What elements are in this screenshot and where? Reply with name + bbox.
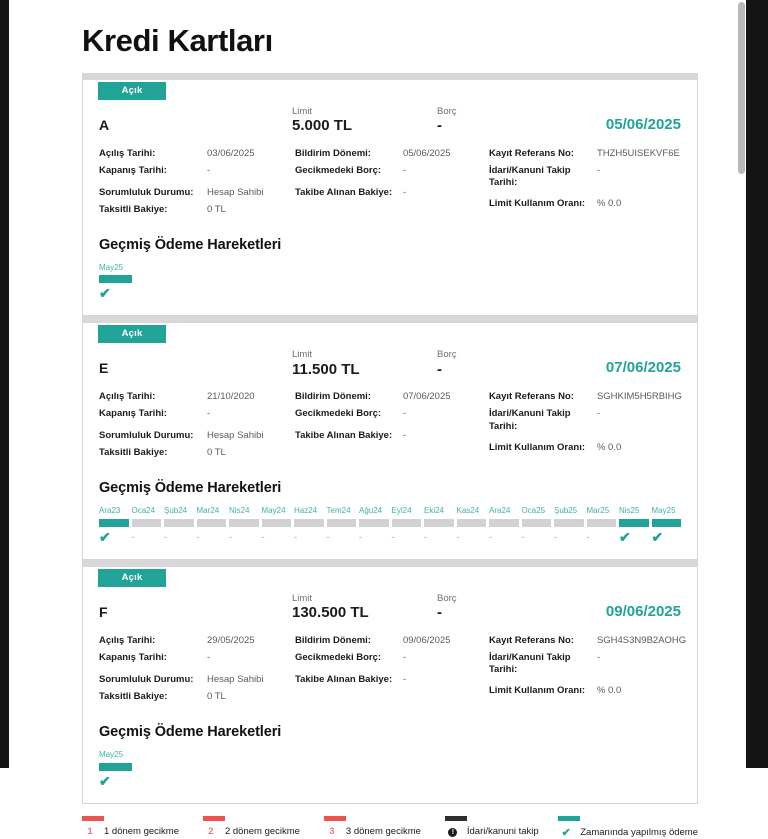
- timeline-mark-icon: -: [326, 531, 330, 542]
- debt-label: Borç: [437, 105, 457, 117]
- timeline-mark-icon: -: [164, 531, 167, 542]
- timeline-cell[interactable]: [359, 506, 389, 545]
- timeline-bar: [99, 519, 129, 527]
- detail-row: [489, 442, 675, 455]
- legend-item: [445, 816, 558, 837]
- detail-row: [489, 685, 675, 698]
- timeline-cell[interactable]: [262, 506, 292, 545]
- detail-key: Takibe Alınan Bakiye:: [294, 673, 393, 685]
- page-scrollbar[interactable]: [737, 0, 746, 768]
- timeline-bar: [197, 519, 227, 527]
- timeline-month-label: Şub25: [554, 506, 578, 516]
- detail-value: -: [207, 408, 211, 420]
- detail-key: Takibe Alınan Bakiye:: [294, 430, 393, 442]
- timeline-bar: [229, 519, 259, 527]
- detail-column-2: [293, 391, 487, 464]
- card-summary: [83, 100, 697, 134]
- detail-value: 05/06/2025: [402, 147, 451, 159]
- legend-swatch: [558, 816, 580, 821]
- detail-key: Kapanış Tarihi:: [99, 408, 167, 420]
- payment-history-timeline: [83, 740, 697, 791]
- detail-row: [488, 147, 680, 161]
- timeline-mark-icon: -: [196, 531, 200, 542]
- card-details: [83, 134, 697, 225]
- legend-glyph: [558, 826, 574, 839]
- detail-value: 0 TL: [207, 690, 226, 702]
- legend-swatch: [203, 816, 225, 821]
- detail-value: -: [207, 651, 211, 663]
- legend-swatch: [82, 816, 104, 821]
- detail-row: [295, 674, 481, 687]
- timeline-bar: [424, 519, 454, 527]
- credit-card[interactable]: [82, 316, 698, 560]
- detail-row: [99, 635, 287, 648]
- payment-history-title: Geçmiş Ödeme Hareketleri: [99, 236, 282, 253]
- timeline-cell[interactable]: [132, 506, 162, 545]
- timeline-cell[interactable]: [587, 506, 617, 545]
- detail-key: Limit Kullanım Oranı:: [488, 685, 585, 697]
- debt-label: Borç: [437, 592, 457, 604]
- card-debt-block: [437, 350, 582, 377]
- timeline-bar: [132, 519, 162, 527]
- detail-row: [295, 165, 481, 178]
- card-limit-block: [292, 350, 437, 377]
- detail-column-3: [487, 148, 681, 221]
- timeline-month-label: May25: [99, 749, 124, 759]
- timeline-cell[interactable]: [619, 506, 649, 545]
- detail-value: -: [402, 651, 407, 663]
- timeline-bar: [489, 519, 519, 527]
- legend-glyph: [324, 826, 340, 837]
- timeline-month-label: Tem24: [326, 506, 351, 516]
- card-details: [83, 377, 697, 468]
- timeline-bar: [522, 519, 552, 527]
- timeline-bar: [164, 519, 194, 527]
- detail-key: Taksitli Bakiye:: [99, 203, 168, 215]
- timeline-mark-icon: -: [359, 531, 362, 542]
- timeline-cell[interactable]: [554, 506, 584, 545]
- detail-column-1: [99, 148, 293, 221]
- timeline-month-label: Eyl24: [391, 506, 412, 516]
- limit-label: Limit: [292, 592, 313, 604]
- timeline-month-label: Eki24: [424, 506, 445, 516]
- detail-value: SGHKIM5H5RBIHG: [596, 391, 682, 403]
- timeline-mark-icon: -: [456, 531, 460, 542]
- timeline-mark-icon: -: [586, 531, 590, 542]
- timeline-mark-icon: -: [294, 531, 297, 542]
- detail-key: Sorumluluk Durumu:: [99, 186, 194, 198]
- limit-value: 130.500 TL: [292, 604, 369, 622]
- legend-glyph-text: ✔: [561, 826, 571, 839]
- detail-value: -: [596, 164, 601, 176]
- card-name: E: [99, 360, 109, 377]
- legend-item: [324, 816, 445, 837]
- timeline-mark-icon: ✔: [99, 285, 111, 302]
- detail-key: Bildirim Dönemi:: [294, 634, 371, 646]
- legend-label: 1 dönem gecikme: [104, 825, 179, 837]
- limit-value: 11.500 TL: [292, 360, 360, 378]
- timeline-mark-icon: ✔: [99, 772, 111, 789]
- detail-value: -: [402, 408, 407, 420]
- timeline-cell[interactable]: [99, 506, 129, 545]
- timeline-mark-icon: -: [554, 531, 557, 542]
- payment-history-title: Geçmiş Ödeme Hareketleri: [99, 480, 282, 497]
- detail-key: Kapanış Tarihi:: [99, 164, 167, 176]
- detail-key: Açılış Tarihi:: [99, 634, 156, 646]
- detail-row: [99, 204, 287, 217]
- card-date: 09/06/2025: [605, 602, 681, 620]
- legend-glyph: [445, 826, 461, 837]
- limit-label: Limit: [292, 105, 313, 117]
- timeline-mark-icon: ✔: [99, 528, 111, 545]
- payment-history-title: Geçmiş Ödeme Hareketleri: [99, 723, 282, 740]
- detail-value: 09/06/2025: [402, 634, 451, 646]
- status-badge: Açık: [98, 325, 166, 343]
- timeline-bar: [652, 519, 682, 527]
- detail-key: İdari/Kanuni Takip Tarihi:: [488, 651, 571, 676]
- detail-value: THZH5UISEKVF6E: [596, 147, 680, 159]
- detail-value: Hesap Sahibi: [207, 430, 264, 442]
- timeline-mark-icon: -: [521, 531, 525, 542]
- detail-key: Taksitli Bakiye:: [99, 447, 168, 459]
- detail-key: Taksitli Bakiye:: [99, 690, 168, 702]
- timeline-month-label: May25: [99, 262, 124, 272]
- detail-row: [295, 391, 481, 404]
- detail-key: Açılış Tarihi:: [99, 147, 156, 159]
- legend-swatch: [445, 816, 467, 821]
- detail-key: Limit Kullanım Oranı:: [488, 441, 585, 453]
- legend-label: Zamanında yapılmış ödeme: [580, 826, 699, 838]
- timeline-cell[interactable]: [197, 506, 227, 545]
- detail-row: [99, 165, 287, 178]
- detail-row: [489, 198, 675, 211]
- card-top-divider: [83, 560, 697, 567]
- detail-value: Hesap Sahibi: [207, 673, 264, 685]
- limit-value: 5.000 TL: [292, 117, 353, 134]
- detail-row: [295, 187, 481, 200]
- detail-value: -: [402, 430, 407, 442]
- timeline-bar: [619, 519, 649, 527]
- card-details: [83, 621, 697, 712]
- legend: [82, 814, 698, 839]
- legend-label: 3 dönem gecikme: [345, 825, 421, 837]
- detail-row: [295, 148, 481, 161]
- timeline-bar: [294, 519, 324, 527]
- timeline-cell[interactable]: [522, 506, 552, 545]
- detail-row: [99, 408, 287, 421]
- timeline-cell[interactable]: [392, 506, 422, 545]
- detail-value: -: [207, 164, 211, 176]
- timeline-cell[interactable]: [229, 506, 259, 545]
- detail-value: -: [596, 651, 601, 663]
- detail-value: 29/05/2025: [207, 634, 255, 646]
- detail-column-2: [293, 635, 487, 708]
- timeline-cell[interactable]: [489, 506, 519, 545]
- detail-key: Gecikmedeki Borç:: [294, 164, 382, 176]
- timeline-bar: [327, 519, 357, 527]
- timeline-month-label: Kas24: [456, 506, 480, 516]
- timeline-bar: [262, 519, 292, 527]
- timeline-bar: [359, 519, 389, 527]
- detail-value: % 0.0: [596, 685, 622, 697]
- timeline-cell[interactable]: [99, 750, 132, 789]
- legal-followup-icon: !: [448, 828, 457, 837]
- timeline-cell[interactable]: [652, 506, 682, 545]
- detail-row: [99, 691, 287, 704]
- detail-column-2: [293, 148, 487, 221]
- timeline-bar: [457, 519, 487, 527]
- detail-row: [489, 652, 675, 676]
- payment-history-timeline: [83, 496, 697, 547]
- card-name: A: [99, 116, 110, 133]
- legend-label: İdari/kanuni takip: [466, 825, 539, 837]
- detail-column-1: [99, 635, 293, 708]
- detail-value: 03/06/2025: [207, 147, 255, 159]
- timeline-cell[interactable]: [457, 506, 487, 545]
- timeline-month-label: May25: [651, 506, 676, 516]
- timeline-mark-icon: ✔: [619, 528, 631, 545]
- detail-row: [295, 652, 481, 665]
- detail-key: Bildirim Dönemi:: [294, 391, 371, 403]
- detail-value: % 0.0: [596, 441, 622, 453]
- detail-column-1: [99, 391, 293, 464]
- detail-value: Hesap Sahibi: [207, 186, 264, 198]
- detail-value: -: [596, 408, 601, 420]
- debt-value: -: [437, 604, 442, 622]
- card-debt-block: [437, 594, 582, 621]
- detail-key: Limit Kullanım Oranı:: [488, 198, 585, 210]
- legend-glyph: [203, 826, 219, 837]
- detail-key: Kayıt Referans No:: [488, 391, 574, 403]
- legend-label: 2 dönem gecikme: [224, 825, 300, 837]
- timeline-cell[interactable]: [327, 506, 357, 545]
- legend-item: [558, 816, 698, 839]
- detail-row: [99, 187, 287, 200]
- timeline-bar: [99, 275, 132, 283]
- timeline-cell[interactable]: [424, 506, 454, 545]
- credit-card-list: [82, 73, 698, 804]
- card-date: 05/06/2025: [605, 115, 681, 133]
- card-limit-block: [292, 594, 437, 621]
- detail-value: 21/10/2020: [207, 391, 255, 403]
- legend-item: [82, 816, 203, 837]
- timeline-bar: [99, 763, 132, 771]
- detail-row: [99, 652, 287, 665]
- card-summary: [83, 343, 697, 377]
- timeline-mark-icon: -: [391, 531, 395, 542]
- detail-key: Bildirim Dönemi:: [294, 147, 371, 159]
- timeline-month-label: Nis25: [619, 506, 640, 516]
- credit-card[interactable]: [82, 73, 698, 317]
- card-debt-block: [437, 107, 582, 134]
- timeline-bar: [392, 519, 422, 527]
- detail-key: Gecikmedeki Borç:: [294, 408, 382, 420]
- legend-glyph-text: 1: [87, 825, 93, 837]
- timeline-month-label: Oca24: [131, 506, 156, 516]
- detail-value: % 0.0: [596, 198, 622, 210]
- timeline-mark-icon: -: [131, 531, 135, 542]
- card-top-divider: [83, 316, 697, 323]
- detail-key: Kayıt Referans No:: [488, 147, 574, 159]
- timeline-cell[interactable]: [164, 506, 194, 545]
- detail-value: -: [402, 673, 407, 685]
- timeline-cell[interactable]: [99, 263, 132, 302]
- detail-value: -: [402, 186, 407, 198]
- credit-card[interactable]: [82, 560, 698, 804]
- legend-glyph: [82, 826, 98, 837]
- card-name: F: [99, 603, 108, 620]
- card-summary: [83, 587, 697, 621]
- detail-row: [489, 408, 675, 432]
- page-viewport: [9, 0, 746, 839]
- timeline-cell[interactable]: [294, 506, 324, 545]
- timeline-month-label: Nis24: [229, 506, 250, 516]
- timeline-month-label: Şub24: [164, 506, 188, 516]
- legend-glyph-text: 3: [329, 825, 335, 837]
- detail-row: [295, 408, 481, 421]
- detail-key: Kapanış Tarihi:: [99, 651, 167, 663]
- detail-key: Gecikmedeki Borç:: [294, 651, 382, 663]
- detail-row: [295, 430, 481, 443]
- detail-column-3: [487, 634, 687, 708]
- detail-row: [489, 165, 675, 189]
- timeline-mark-icon: -: [229, 531, 232, 542]
- card-limit-block: [292, 107, 437, 134]
- status-badge: Açık: [98, 82, 166, 100]
- timeline-bar: [554, 519, 584, 527]
- detail-key: Takibe Alınan Bakiye:: [294, 186, 393, 198]
- detail-key: Açılış Tarihi:: [99, 391, 156, 403]
- timeline-month-label: Mar24: [196, 506, 220, 516]
- timeline-mark-icon: ✔: [651, 528, 664, 545]
- detail-row: [99, 430, 287, 443]
- detail-value: -: [402, 164, 407, 176]
- detail-value: 0 TL: [207, 203, 226, 215]
- detail-key: İdari/Kanuni Takip Tarihi:: [488, 164, 571, 188]
- timeline-month-label: Ara24: [489, 506, 511, 516]
- legend-swatch: [324, 816, 346, 821]
- card-date: 07/06/2025: [605, 359, 681, 377]
- timeline-month-label: Mar25: [586, 506, 610, 516]
- detail-key: İdari/Kanuni Takip Tarihi:: [488, 408, 571, 432]
- page-title: Kredi Kartları: [82, 23, 273, 58]
- payment-history-timeline: [83, 253, 697, 304]
- card-top-divider: [83, 73, 697, 80]
- page-scrollbar-thumb[interactable]: [738, 2, 745, 174]
- debt-value: -: [437, 117, 442, 134]
- detail-key: Kayıt Referans No:: [488, 634, 574, 646]
- status-badge: Açık: [98, 569, 166, 587]
- timeline-month-label: Haz24: [294, 506, 318, 516]
- timeline-month-label: Oca25: [521, 506, 546, 516]
- limit-label: Limit: [292, 349, 313, 361]
- detail-row: [99, 148, 287, 161]
- detail-row: [99, 674, 287, 687]
- detail-row: [488, 391, 682, 404]
- timeline-month-label: Ara23: [99, 506, 121, 516]
- timeline-bar: [587, 519, 617, 527]
- detail-value: SGH4S3N9B2AOHG: [596, 634, 687, 646]
- detail-column-3: [487, 391, 681, 464]
- debt-label: Borç: [437, 349, 457, 361]
- detail-value: 07/06/2025: [402, 391, 451, 403]
- legend-item: [203, 816, 324, 837]
- legend-glyph-text: 2: [208, 825, 214, 837]
- detail-key: Sorumluluk Durumu:: [99, 673, 194, 685]
- timeline-mark-icon: -: [489, 531, 492, 542]
- timeline-month-label: Ağu24: [359, 506, 383, 516]
- timeline-mark-icon: -: [261, 531, 265, 542]
- timeline-month-label: May24: [261, 506, 286, 516]
- detail-row: [488, 634, 687, 648]
- detail-key: Sorumluluk Durumu:: [99, 430, 194, 442]
- detail-row: [295, 635, 481, 648]
- debt-value: -: [437, 360, 442, 378]
- timeline-mark-icon: -: [424, 531, 427, 542]
- detail-value: 0 TL: [207, 447, 226, 459]
- detail-row: [99, 391, 287, 404]
- detail-row: [99, 447, 287, 460]
